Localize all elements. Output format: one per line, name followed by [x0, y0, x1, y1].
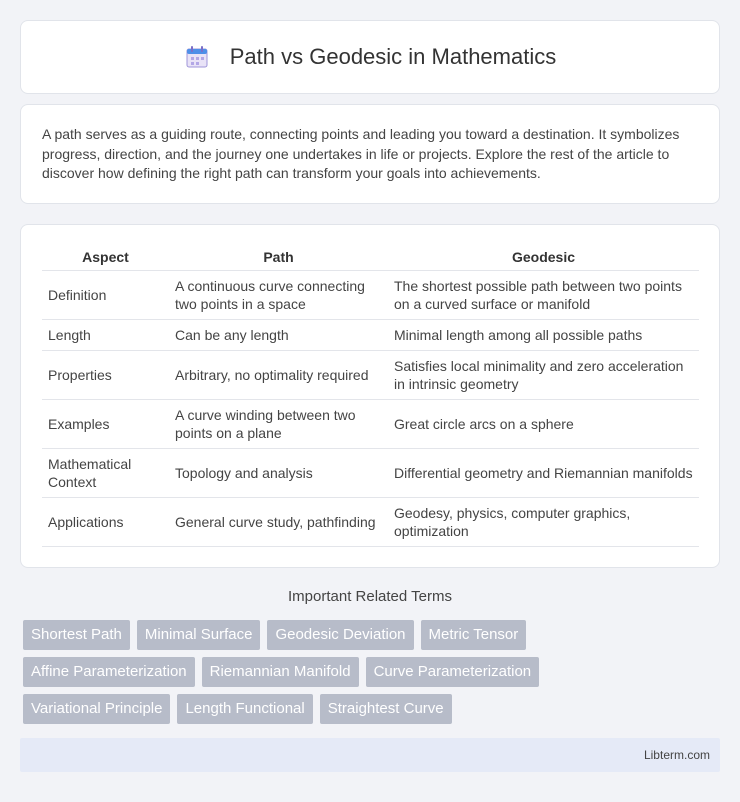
table-cell: The shortest possible path between two points on a curved surface or manifold: [388, 270, 699, 319]
tag-curve-parameterization[interactable]: Curve Parameterization: [366, 657, 540, 687]
tag-riemannian-manifold[interactable]: Riemannian Manifold: [202, 657, 359, 687]
table-cell: Topology and analysis: [169, 448, 388, 497]
header-geodesic: Geodesic: [388, 245, 699, 270]
table-cell: Minimal length among all possible paths: [388, 319, 699, 350]
related-terms-tags: [23, 620, 723, 731]
comparison-table: [42, 245, 699, 547]
calendar-icon: [184, 44, 210, 70]
tag-length-functional[interactable]: Length Functional: [177, 694, 312, 724]
comparison-table-card: [20, 224, 720, 568]
table-cell: Definition: [42, 270, 169, 319]
table-cell: Geodesy, physics, computer graphics, optimization: [388, 497, 699, 546]
table-row: [42, 270, 699, 319]
table-cell: Examples: [42, 399, 169, 448]
table-cell: A continuous curve connecting two points in a space: [169, 270, 388, 319]
table-cell: Can be any length: [169, 319, 388, 350]
table-row: [42, 497, 699, 546]
tag-metric-tensor[interactable]: Metric Tensor: [421, 620, 527, 650]
table-cell: Great circle arcs on a sphere: [388, 399, 699, 448]
table-cell: General curve study, pathfinding: [169, 497, 388, 546]
header-card: [20, 20, 720, 94]
tag-shortest-path[interactable]: Shortest Path: [23, 620, 130, 650]
tag-minimal-surface[interactable]: Minimal Surface: [137, 620, 261, 650]
footer: [20, 738, 720, 772]
table-header-row: [42, 245, 699, 270]
table-cell: Applications: [42, 497, 169, 546]
tag-row: [23, 620, 723, 650]
table-cell: Differential geometry and Riemannian manifolds: [388, 448, 699, 497]
table-cell: Mathematical Context: [42, 448, 169, 497]
header-aspect: Aspect: [42, 245, 169, 270]
footer-site-link[interactable]: Libterm.com: [643, 748, 710, 762]
table-cell: Properties: [42, 350, 169, 399]
header-path: Path: [169, 245, 388, 270]
tag-straightest-curve[interactable]: Straightest Curve: [320, 694, 452, 724]
tag-variational-principle[interactable]: Variational Principle: [23, 694, 170, 724]
tag-row: [23, 657, 723, 687]
table-cell: Length: [42, 319, 169, 350]
tag-row: [23, 694, 723, 724]
tag-affine-parameterization[interactable]: Affine Parameterization: [23, 657, 195, 687]
related-terms-title: Important Related Terms: [288, 588, 452, 605]
table-cell: Arbitrary, no optimality required: [169, 350, 388, 399]
table-row: [42, 399, 699, 448]
page-title: Path vs Geodesic in Mathematics: [229, 44, 557, 69]
table-row: [42, 350, 699, 399]
table-cell: Satisfies local minimality and zero acceleration in intrinsic geometry: [388, 350, 699, 399]
table-cell: A curve winding between two points on a plane: [169, 399, 388, 448]
tag-geodesic-deviation[interactable]: Geodesic Deviation: [267, 620, 413, 650]
table-row: [42, 448, 699, 497]
table-row: [42, 319, 699, 350]
intro-card: [20, 104, 720, 204]
intro-text: A path serves as a guiding route, connecting points and leading you toward a destination. It symbolizes progress, direction, and the journey one undertakes in life or projects. Explore the rest of the article to discover how defining the right path can transform your goals into achievements.: [42, 126, 680, 181]
